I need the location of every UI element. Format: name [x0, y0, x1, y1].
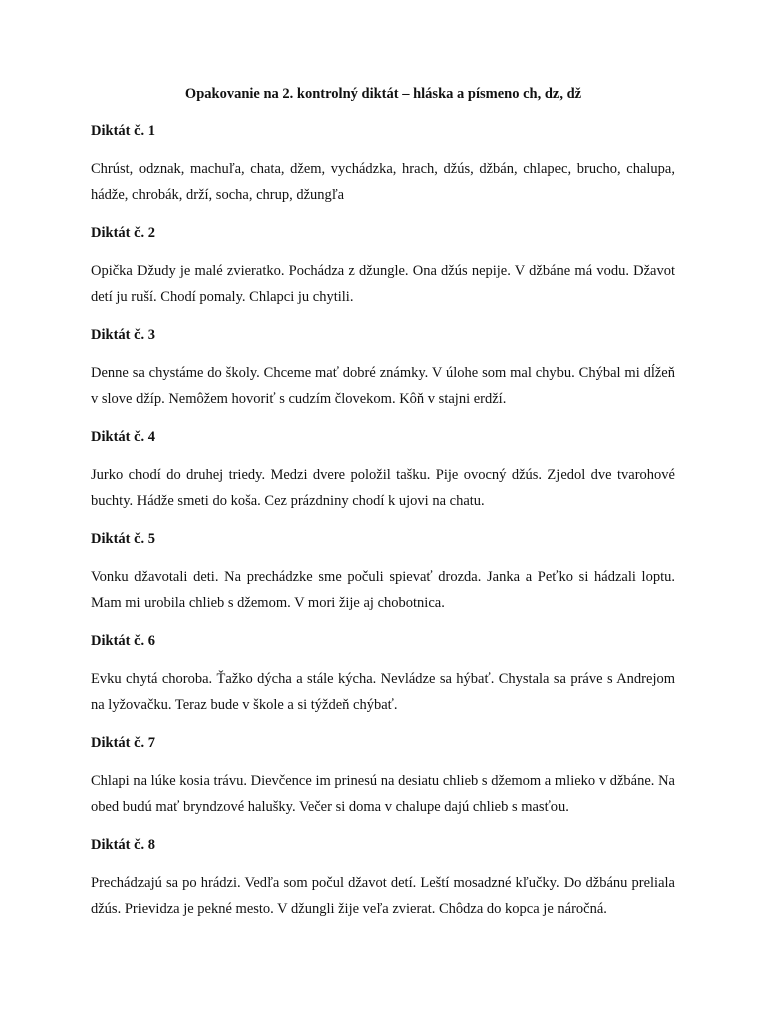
section-heading-5: Diktát č. 5 — [91, 531, 156, 547]
document-page — [91, 84, 675, 937]
section-heading-3: Diktát č. 3 — [91, 327, 156, 343]
section-text-5: Vonku džavotali deti. Na prechádzke sme počuli spievať drozda. Janka a Peťko si hádzali loptu. Mam mi urobila chlieb s džemom. V mori žije aj chobotnica. — [91, 569, 675, 611]
section-heading-8: Diktát č. 8 — [91, 837, 156, 853]
section-text-2: Opička Džudy je malé zvieratko. Pochádza z džungle. Ona džús nepije. V džbáne má vodu. Džavot detí ju ruší. Chodí pomaly. Chlapci ju chytili. — [91, 263, 675, 305]
section-text-7: Chlapi na lúke kosia trávu. Dievčence im prinesú na desiatu chlieb s džemom a mlieko v džbáne. Na obed budú mať bryndzové halušky. Večer si doma v chalupe dajú chlieb s masťou. — [91, 773, 675, 815]
section-text-3: Denne sa chystáme do školy. Chceme mať dobré známky. V úlohe som mal chybu. Chýbal mi dĺžeň v slove džíp. Nemôžem hovoriť s cudzím človekom. Kôň v stajni erdží. — [91, 365, 675, 407]
section-text-6: Evku chytá choroba. Ťažko dýcha a stále kýcha. Nevládze sa hýbať. Chystala sa práve s Andrejom na lyžovačku. Teraz bude v škole a si týždeň chýbať. — [91, 671, 675, 713]
section-heading-4: Diktát č. 4 — [91, 429, 156, 445]
section-text-1: Chrúst, odznak, machuľa, chata, džem, vychádzka, hrach, džús, džbán, chlapec, brucho, chalupa, hádže, chrobák, drží, socha, chrup, džungľa — [91, 161, 675, 203]
section-text-4: Jurko chodí do druhej triedy. Medzi dvere položil tašku. Pije ovocný džús. Zjedol dve tvarohové buchty. Hádže smeti do koša. Cez prázdniny chodí k ujovi na chatu. — [91, 467, 675, 509]
section-heading-7: Diktát č. 7 — [91, 735, 156, 751]
section-text-8: Prechádzajú sa po hrádzi. Vedľa som počul džavot detí. Leští mosadzné kľučky. Do džbánu preliala džús. Prievidza je pekné mesto. V džungli žije veľa zvierat. Chôdza do kopca je náročná. — [91, 875, 675, 917]
document-title: Opakovanie na 2. kontrolný diktát – hláska a písmeno ch, dz, dž — [184, 86, 582, 102]
section-heading-1: Diktát č. 1 — [91, 123, 156, 139]
section-heading-6: Diktát č. 6 — [91, 633, 156, 649]
section-heading-2: Diktát č. 2 — [91, 225, 156, 241]
